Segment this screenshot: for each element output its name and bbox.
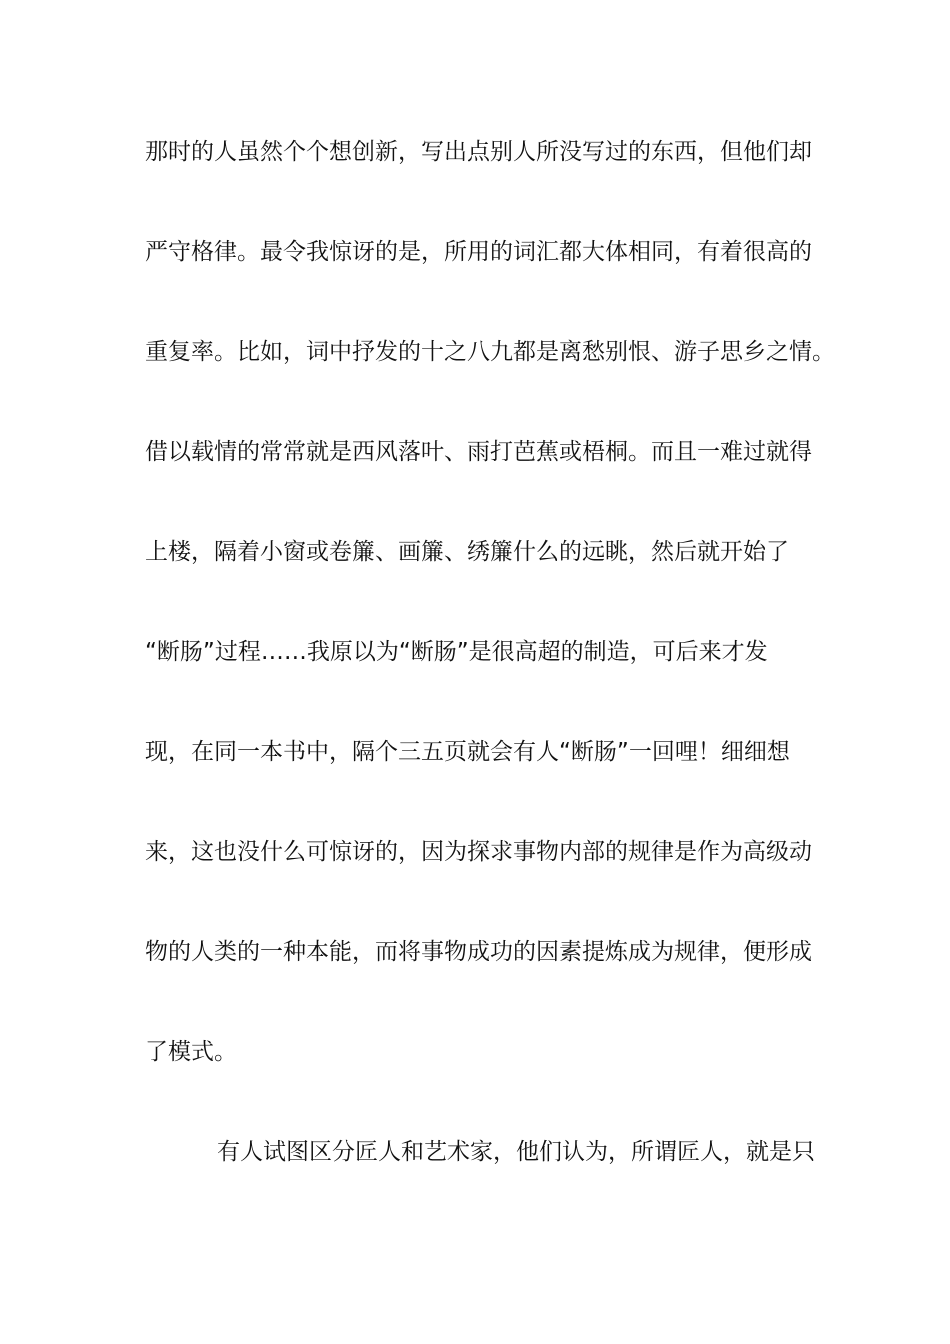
text-line: 那时的人虽然个个想创新，写出点别人所没写过的东西，但他们却 bbox=[145, 139, 812, 165]
text-line: 来，这也没什么可惊讶的，因为探求事物内部的规律是作为高级动 bbox=[145, 839, 812, 865]
paragraph-1 bbox=[145, 132, 835, 1132]
text-line: 上楼，隔着小窗或卷簾、画簾、绣簾什么的远眺，然后就开始了 bbox=[145, 539, 789, 565]
text-line: “断肠”过程……我原以为“断肠”是很高超的制造，可后来才发 bbox=[145, 639, 768, 665]
text-line: 借以载情的常常就是西风落叶、雨打芭蕉或梧桐。而且一难过就得 bbox=[145, 439, 812, 465]
text-line: 现，在同一本书中，隔个三五页就会有人“断肠”一回哩！细细想 bbox=[145, 739, 790, 765]
text-line: 重复率。比如，词中抒发的十之八九都是离愁别恨、游子思乡之情。 bbox=[145, 339, 835, 365]
text-line: 了模式。 bbox=[145, 1039, 237, 1065]
text-line: 严守格律。最令我惊讶的是，所用的词汇都大体相同，有着很高的 bbox=[145, 239, 812, 265]
text-line: 有人试图区分匠人和艺术家，他们认为，所谓匠人，就是只 bbox=[217, 1139, 815, 1165]
body-text bbox=[145, 132, 835, 1232]
paragraph-2 bbox=[145, 1132, 825, 1232]
text-line: 物的人类的一种本能，而将事物成功的因素提炼成为规律，便形成 bbox=[145, 939, 812, 965]
